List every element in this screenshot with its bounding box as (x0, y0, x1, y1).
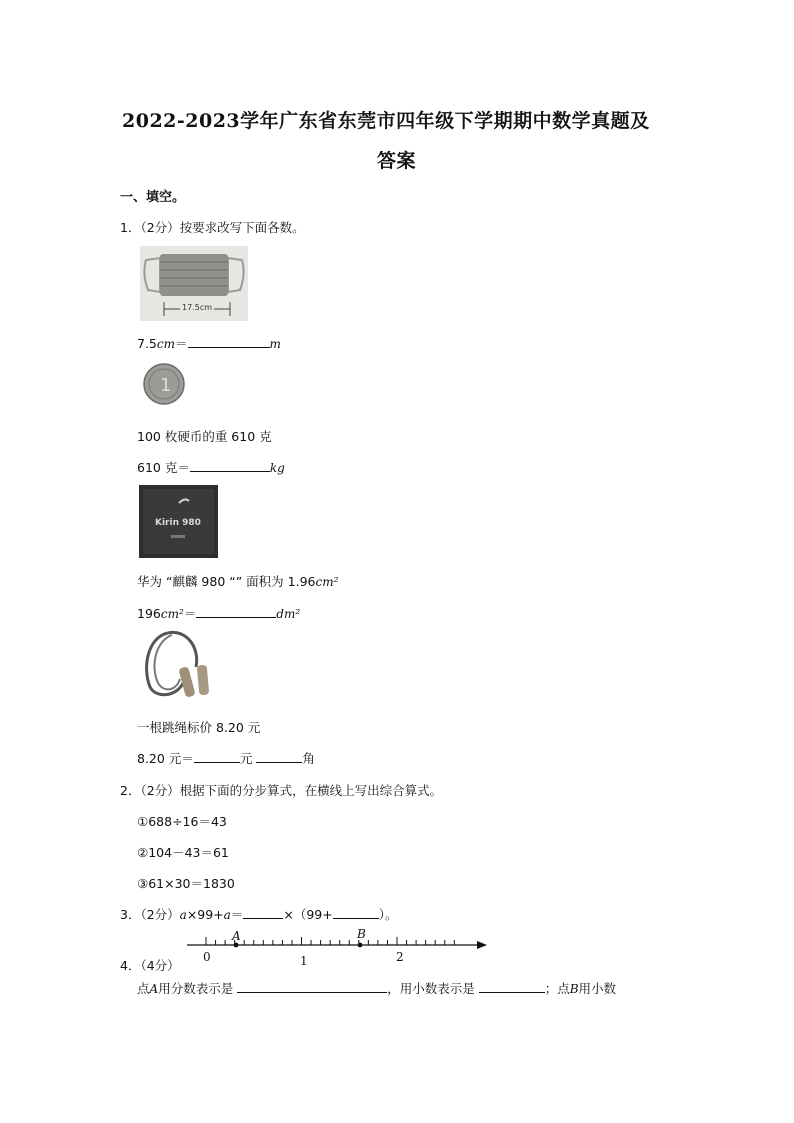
page-title-line1: 2022-2023学年广东省东莞市四年级下学期期中数学真题及 (122, 110, 650, 132)
point-a-dot (234, 943, 239, 948)
coin-weight-text: 100 枚硬币的重 610 克 (137, 429, 272, 444)
question-2-prompt: 2．（2分）根据下面的分步算式，在横线上写出综合算式。 (120, 783, 443, 798)
rope-price-text: 一根跳绳标价 8.20 元 (137, 720, 261, 735)
tick-label-2: 2 (396, 950, 404, 964)
answer-blank-c[interactable] (196, 605, 276, 618)
answer-blank-b[interactable] (190, 459, 270, 472)
chip-brand-label: Kirin 980 (155, 518, 201, 528)
point-b-label: B (357, 927, 366, 941)
mask-image (140, 246, 248, 321)
answer-blank-d2[interactable] (256, 750, 302, 763)
jump-rope-image (138, 627, 222, 705)
answer-blank-q4b[interactable] (479, 980, 545, 993)
step-1: ①688÷16＝43 (137, 814, 227, 829)
question-1-prompt: 1．（2分）按要求改写下面各数。 (120, 220, 305, 235)
question-4-line: 点A用分数表示是 ，用小数表示是 ；点B用小数 (137, 981, 617, 996)
answer-blank-q3a[interactable] (243, 906, 283, 919)
point-a-label: A (232, 929, 241, 943)
tick-label-1: 1 (300, 954, 308, 968)
chip-area-text: 华为 “麒麟 980 “” 面积为 1.96cm² (137, 574, 339, 589)
point-b-dot (358, 943, 363, 948)
tick-label-0: 0 (203, 950, 211, 964)
page-title-line2: 答案 (377, 150, 417, 172)
chip-image (139, 485, 218, 558)
answer-blank-d1[interactable] (194, 750, 240, 763)
step-3: ③61×30＝1830 (137, 876, 235, 891)
question-4-prompt: 4．（4分） (120, 958, 180, 973)
section-heading: 一、填空。 (120, 190, 186, 205)
conversion-line-a: 7.5cm＝ m (137, 336, 281, 351)
answer-blank-a[interactable] (188, 335, 270, 348)
number-line (185, 927, 490, 969)
conversion-line-b: 610 克＝ kg (137, 460, 285, 475)
mask-measure-label: 17.5cm (182, 303, 213, 312)
svg-text:1: 1 (160, 375, 172, 396)
answer-blank-q4a[interactable] (237, 980, 387, 993)
answer-blank-q3b[interactable] (333, 906, 379, 919)
step-2: ②104－43＝61 (137, 845, 229, 860)
conversion-line-d: 8.20 元＝ 元 角 (137, 751, 315, 766)
question-3: 3．（2分）a×99+a＝ ×（99+ ）。 (120, 907, 398, 922)
conversion-line-c: 196cm²＝ dm² (137, 606, 301, 621)
coin-image (138, 362, 190, 406)
